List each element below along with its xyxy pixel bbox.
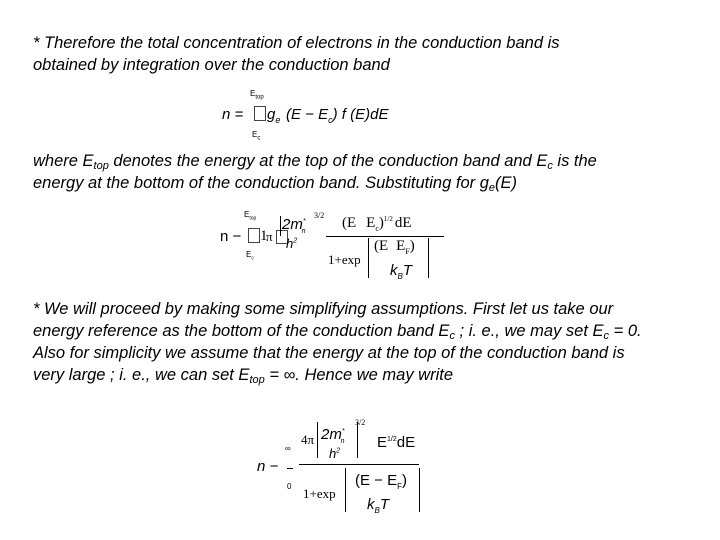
fraction-line: [299, 464, 419, 465]
eq3-den-T: T: [379, 496, 390, 513]
p2-line1-b: denotes the energy at the top of the conduction band and E: [108, 152, 548, 170]
eq1-rest-sub: c: [328, 115, 333, 125]
paragraph-assumptions: [33, 298, 703, 386]
eq2-num-a: (E: [342, 215, 357, 231]
eq2-den-T: T: [402, 262, 413, 279]
eq2-den-c: ): [409, 238, 415, 254]
eq2-num-d: dE: [394, 215, 412, 231]
eq1-lhs: n =: [222, 106, 244, 123]
paragraph-intro: [33, 32, 703, 76]
eq2-frac-den-sup: 2: [293, 237, 298, 245]
eq1-upper-limit: E: [250, 89, 256, 98]
eq2-den-kb: k: [390, 262, 398, 279]
equation-substituted: [218, 208, 448, 286]
eq1-lower-limit: E: [252, 130, 258, 139]
p2-line1-a: where E: [33, 152, 94, 170]
eq3-lhs: n −: [257, 458, 279, 475]
eq3-lower-limit: 0: [287, 482, 292, 491]
eq2-upper-limit-sub: top: [249, 215, 257, 222]
eq3-den-a: (E − E: [355, 472, 398, 489]
eq3-upper-limit: ∞: [285, 444, 291, 453]
eq2-den-sub: F: [405, 247, 410, 256]
eq3-coef: 4π: [301, 432, 315, 447]
p2-line1-c: is the: [552, 152, 597, 170]
eq2-den-a: (E: [374, 238, 389, 254]
p3-line1: * We will proceed by making some simplifying assumptions. First let us take our: [33, 300, 614, 318]
eq2-lower-limit-sub: c: [251, 255, 254, 262]
paren-right-icon: [357, 422, 358, 458]
eq3-num-a: E: [377, 434, 388, 451]
bracket-right-icon: [428, 238, 429, 278]
paren-left-icon: [280, 216, 281, 236]
p2-line2-b: (E): [495, 174, 518, 192]
eq2-pi: π: [266, 229, 273, 244]
bracket-left-icon: [345, 468, 346, 512]
p3-line2-sub2: c: [603, 330, 610, 342]
eq1-rest2: ) f (E)dE: [332, 106, 389, 123]
eq3-frac-num: 2m: [321, 426, 342, 443]
eq2-lhs: n −: [220, 228, 242, 245]
eq2-frac-num-sup: *: [302, 218, 306, 225]
bracket-right-icon: [419, 468, 420, 512]
p3-line2-a: energy reference as the bottom of the conduction band E: [33, 322, 450, 340]
integral-sign-icon: [248, 228, 260, 248]
eq1-lower-limit-sub: c: [257, 135, 261, 142]
eq2-frac-num: 2m: [282, 216, 303, 233]
p3-line2-c: = 0.: [609, 322, 642, 340]
eq1-rest: (E − E: [286, 106, 329, 123]
integral-sign-icon: [287, 468, 293, 469]
p3-line4-a: very large ; i. e., we can set E: [33, 366, 250, 384]
eq2-den-one: 1+exp: [328, 252, 361, 267]
paragraph-intro-line1: * Therefore the total concentration of electrons in the conduction band is: [33, 34, 560, 52]
eq1-body-sub: e: [275, 115, 281, 125]
eq3-den-sub: F: [397, 482, 402, 491]
p2-line2-a: energy at the bottom of the conduction band. Substituting for g: [33, 174, 489, 192]
bracket-left-icon: [368, 238, 369, 278]
eq2-frac-num-sub: n: [301, 228, 306, 235]
p3-line4-sub: top: [249, 374, 265, 386]
equation-simplified: [255, 418, 435, 518]
paren-left-icon: [317, 422, 318, 458]
eq3-frac-den: h: [329, 446, 337, 461]
p3-line3: Also for simplicity we assume that the energy at the top of the conduction band is: [33, 344, 625, 362]
eq2-den-b: E: [396, 238, 406, 254]
eq2-den-kb-sub: B: [397, 272, 403, 281]
eq2-num-exp: 1/2: [383, 215, 393, 223]
p2-line1-sub: top: [93, 160, 109, 172]
eq3-den-b: ): [402, 472, 407, 489]
eq2-frac-den: h: [286, 236, 294, 251]
eq3-den-one: 1+exp: [303, 486, 336, 501]
integral-sign-icon: [254, 106, 266, 126]
eq1-body: g: [267, 106, 276, 123]
p3-line2-b: ; i. e., we may set E: [454, 322, 604, 340]
eq3-exp32: 3/2: [355, 418, 366, 427]
p3-line4-b: = ∞. Hence we may write: [264, 366, 454, 384]
p2-line2-sub: e: [488, 182, 496, 194]
eq3-frac-num-sub: n: [340, 438, 345, 445]
eq3-frac-num-sup: *: [341, 428, 345, 435]
eq3-num-b: dE: [396, 434, 416, 451]
p3-line2-sub: c: [449, 330, 455, 342]
eq2-num-b: E: [366, 215, 376, 231]
paragraph-definitions: [33, 150, 703, 194]
eq3-den-kb: k: [367, 496, 375, 513]
eq3-den-kb-sub: B: [374, 506, 380, 515]
eq2-num-sub: c: [375, 224, 379, 233]
eq2-num-c: ): [378, 215, 384, 231]
eq2-exp32: 3/2: [314, 211, 325, 220]
fraction-line: [326, 236, 444, 237]
eq2-upper-limit: E: [244, 210, 250, 219]
eq2-coef: 1: [260, 228, 268, 244]
eq3-frac-den-sup: 2: [336, 447, 341, 455]
eq2-lower-limit: E: [246, 250, 252, 259]
equation-integral-general: [220, 86, 420, 146]
paragraph-intro-line2: obtained by integration over the conduction band: [33, 56, 390, 74]
eq3-num-exp: 1/2: [387, 436, 397, 443]
p2-line1-sub2: c: [547, 160, 553, 172]
eq1-upper-limit-sub: top: [255, 94, 264, 101]
